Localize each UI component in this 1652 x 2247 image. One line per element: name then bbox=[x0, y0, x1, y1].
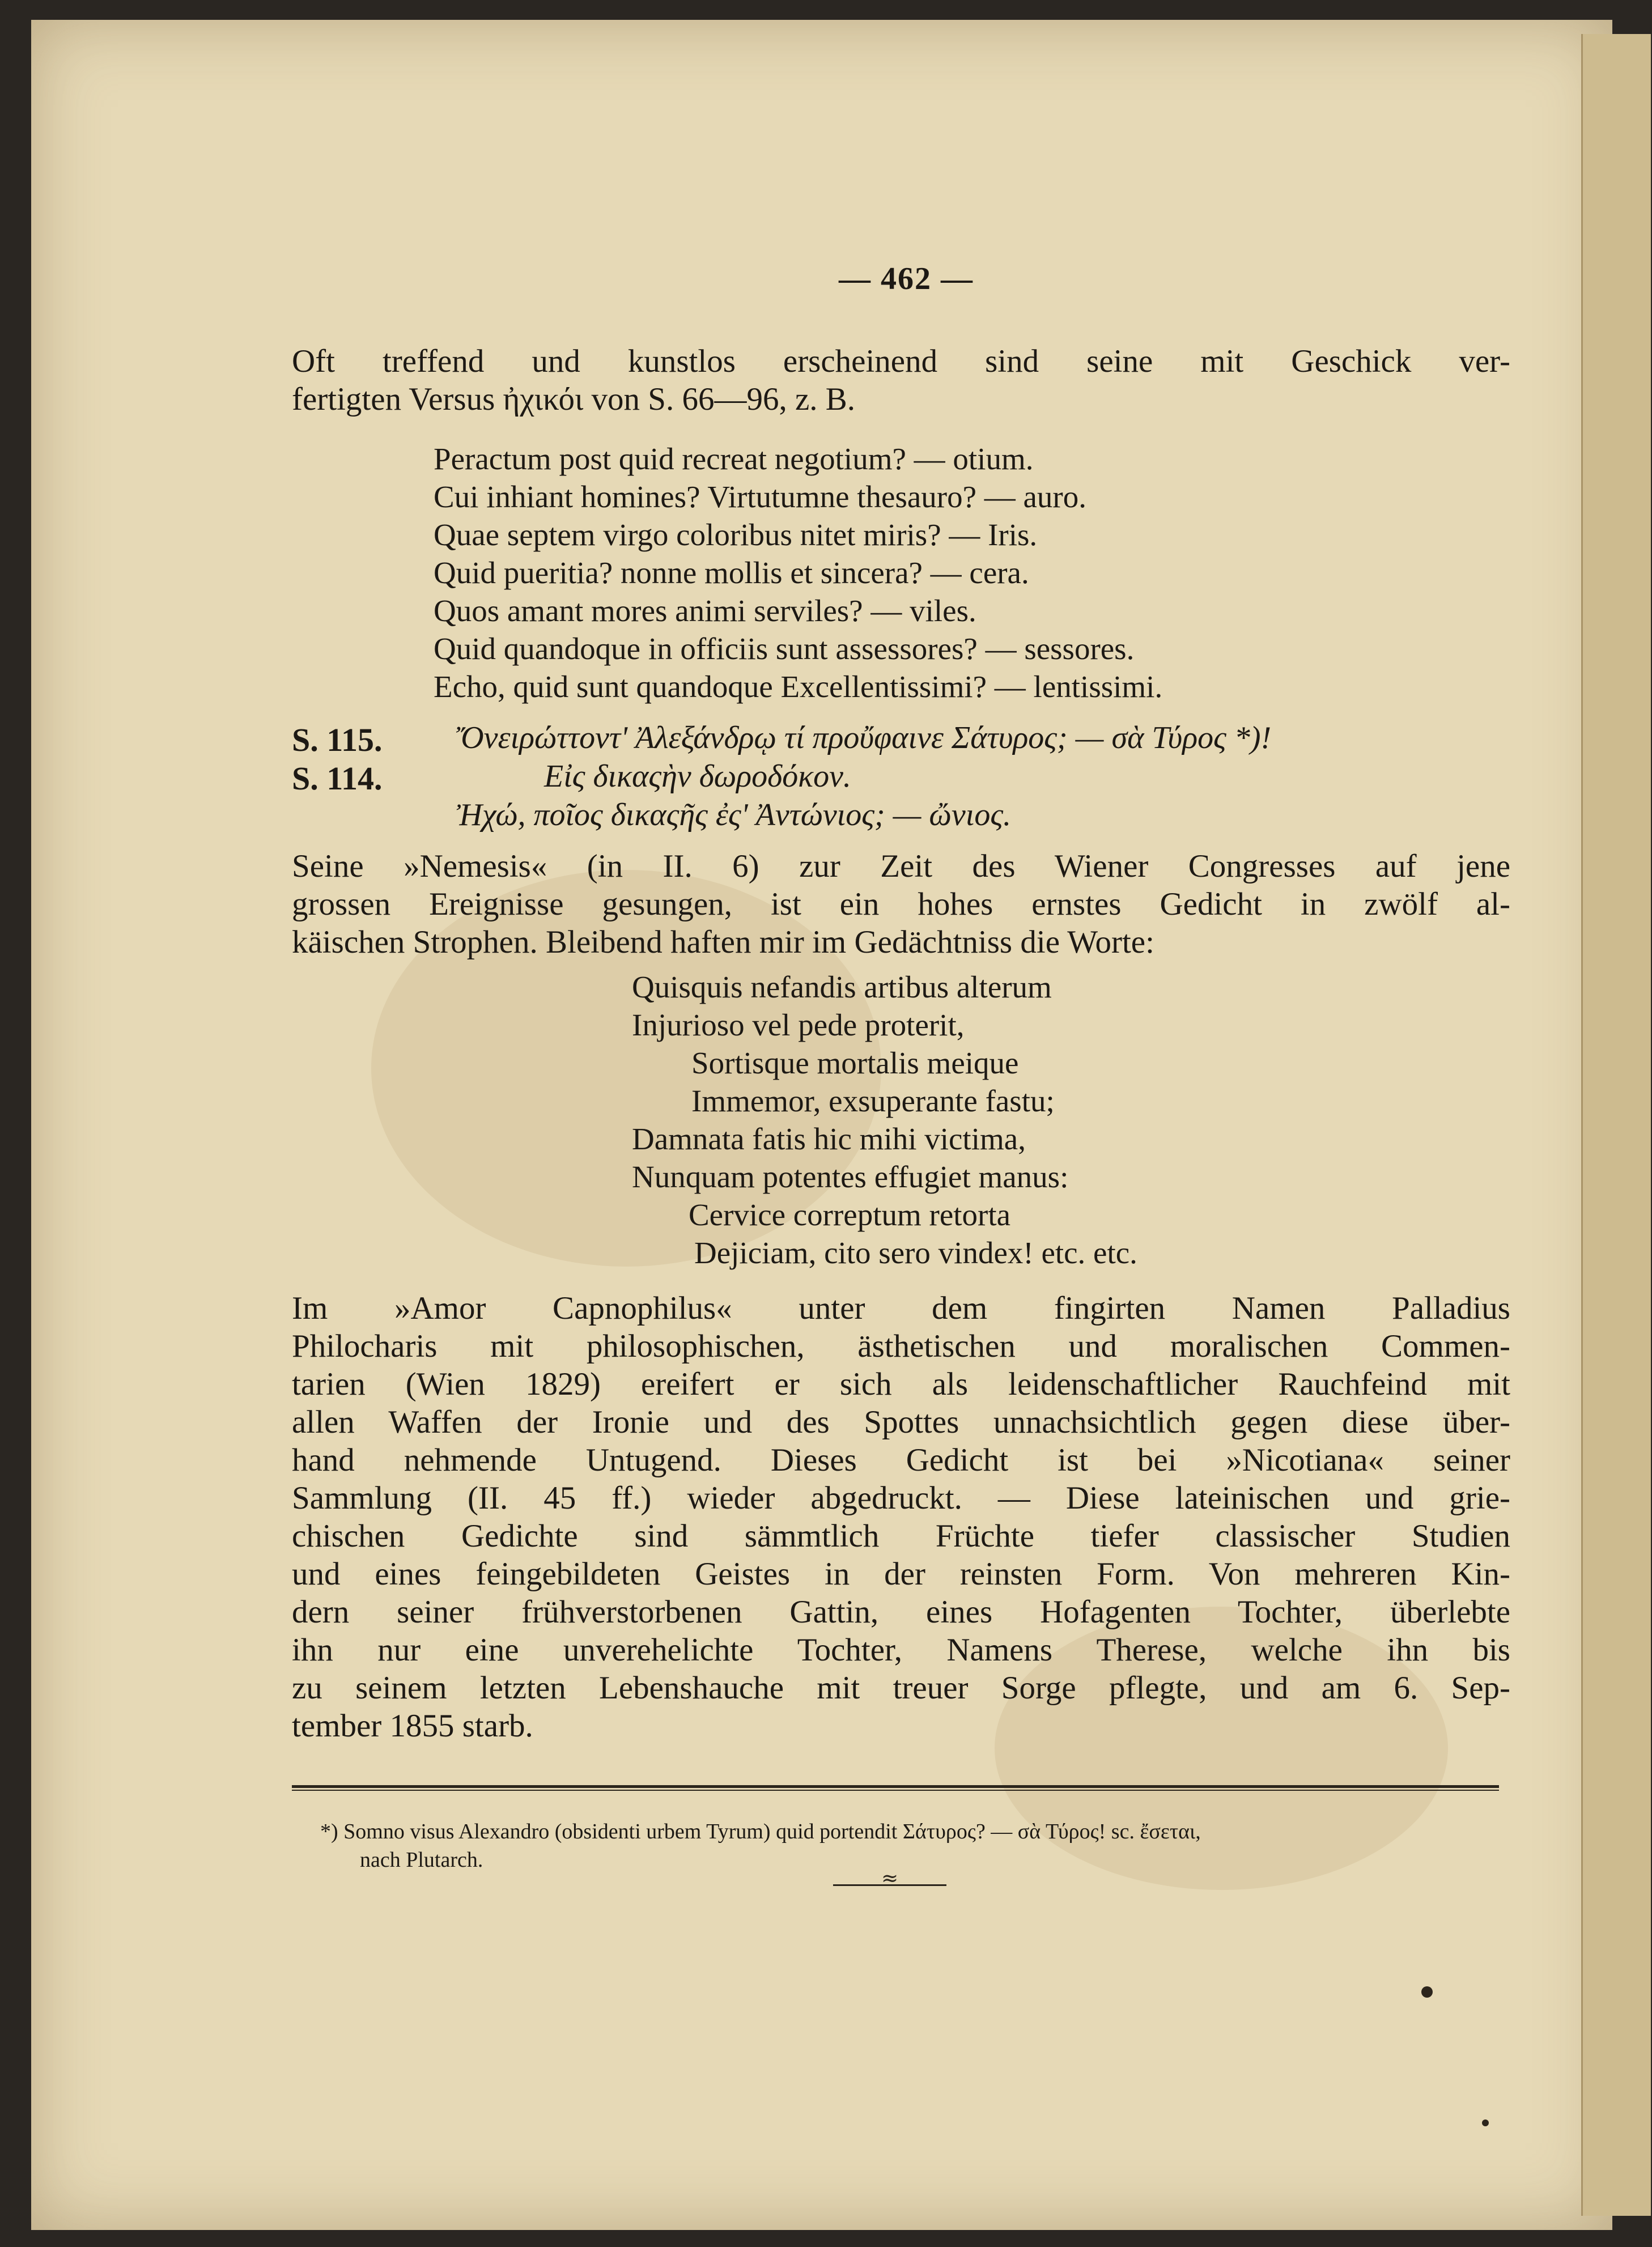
echo-verse: Quae septem virgo coloribus nitet miris? — Iris. bbox=[434, 517, 1038, 552]
stanza-line: Nunquam potentes effugiet manus: bbox=[632, 1159, 1069, 1194]
greek-verse: Ἠχώ, ποῖος δικαςῆς ἐς' Ἀντώνιος; — ὤνιος. bbox=[456, 797, 1012, 832]
footnote-line: *) Somno visus Alexandro (obsidenti urbem Tyrum) quid portendit Σάτυρος? — σὰ Τύρος! sc. ἔσεται, bbox=[320, 1820, 1201, 1844]
stanza-line: Dejiciam, cito sero vindex! etc. etc. bbox=[694, 1235, 1137, 1270]
paragraph-line: Im »Amor Capnophilus« unter dem fingirten Namen Palladius bbox=[292, 1290, 1510, 1326]
section-reference: S. 114. bbox=[292, 760, 383, 797]
closing-ornament bbox=[833, 1884, 946, 1892]
stanza-line: Immemor, exsuperante fastu; bbox=[691, 1084, 1055, 1118]
section-reference: S. 115. bbox=[292, 721, 383, 758]
paragraph-line: tember 1855 starb. bbox=[292, 1708, 533, 1744]
stanza-line: Cervice correptum retorta bbox=[689, 1197, 1011, 1232]
echo-verse: Cui inhiant homines? Virtutumne thesauro? — auro. bbox=[434, 479, 1086, 514]
footnote-line: nach Plutarch. bbox=[360, 1848, 483, 1872]
stanza-line: Sortisque mortalis meique bbox=[691, 1046, 1019, 1080]
paragraph-line: dern seiner frühverstorbenen Gattin, eines Hofagenten Tochter, überlebte bbox=[292, 1594, 1510, 1630]
ink-spot bbox=[1421, 1986, 1433, 1998]
page-number: — 462 — bbox=[839, 261, 974, 296]
echo-verse: Quid quandoque in officiis sunt assessores? — sessores. bbox=[434, 631, 1135, 666]
stanza-line: Injurioso vel pede proterit, bbox=[632, 1008, 965, 1042]
adjacent-page-edge bbox=[1581, 34, 1651, 2216]
paragraph-line: chischen Gedichte sind sämmtlich Früchte tiefer classischer Studien bbox=[292, 1518, 1510, 1554]
intro-line: Oft treffend und kunstlos erscheinend sind seine mit Geschick ver- bbox=[292, 343, 1510, 379]
paragraph-line: hand nehmende Untugend. Dieses Gedicht ist bei »Nicotiana« seiner bbox=[292, 1442, 1510, 1478]
echo-verse: Quos amant mores animi serviles? — viles. bbox=[434, 593, 976, 628]
paragraph-line: grossen Ereignisse gesungen, ist ein hohes ernstes Gedicht in zwölf al- bbox=[292, 886, 1510, 922]
paragraph-line: Seine »Nemesis« (in II. 6) zur Zeit des Wiener Congresses auf jene bbox=[292, 848, 1510, 884]
intro-line: fertigten Versus ἠχικόι von S. 66—96, z. B. bbox=[292, 381, 856, 417]
echo-verse: Peractum post quid recreat negotium? — otium. bbox=[434, 441, 1034, 476]
footnote-rule bbox=[292, 1785, 1499, 1791]
paragraph-line: käischen Strophen. Bleibend haften mir im Gedächtniss die Worte: bbox=[292, 924, 1154, 960]
stanza-line: Quisquis nefandis artibus alterum bbox=[632, 970, 1052, 1004]
paragraph-line: zu seinem letzten Lebenshauche mit treuer Sorge pflegte, und am 6. Sep- bbox=[292, 1670, 1510, 1706]
echo-verse: Echo, quid sunt quandoque Excellentissimi? — lentissimi. bbox=[434, 669, 1163, 704]
ink-spot bbox=[1482, 2119, 1489, 2126]
paragraph-line: Sammlung (II. 45 ff.) wieder abgedruckt. — Diese lateinischen und grie- bbox=[292, 1480, 1510, 1516]
greek-verse: Εἰς δικαςὴν δωροδόκον. bbox=[544, 759, 851, 794]
echo-verse: Quid pueritia? nonne mollis et sincera? — cera. bbox=[434, 555, 1029, 590]
paragraph-line: Philocharis mit philosophischen, ästhetischen und moralischen Commen- bbox=[292, 1328, 1510, 1364]
stanza-line: Damnata fatis hic mihi victima, bbox=[632, 1122, 1026, 1156]
paragraph-line: allen Waffen der Ironie und des Spottes unnachsichtlich gegen diese über- bbox=[292, 1404, 1510, 1440]
paragraph-line: tarien (Wien 1829) ereifert er sich als leidenschaftlicher Rauchfeind mit bbox=[292, 1366, 1510, 1402]
paragraph-line: ihn nur eine unverehelichte Tochter, Namens Therese, welche ihn bis bbox=[292, 1632, 1510, 1668]
paragraph-line: und eines feingebildeten Geistes in der reinsten Form. Von mehreren Kin- bbox=[292, 1556, 1510, 1592]
greek-verse: Ὄνειρώττοντ' Ἀλεξάνδρῳ τί προὔφαινε Σάτυρος; — σὰ Τύρος *)! bbox=[456, 720, 1272, 755]
